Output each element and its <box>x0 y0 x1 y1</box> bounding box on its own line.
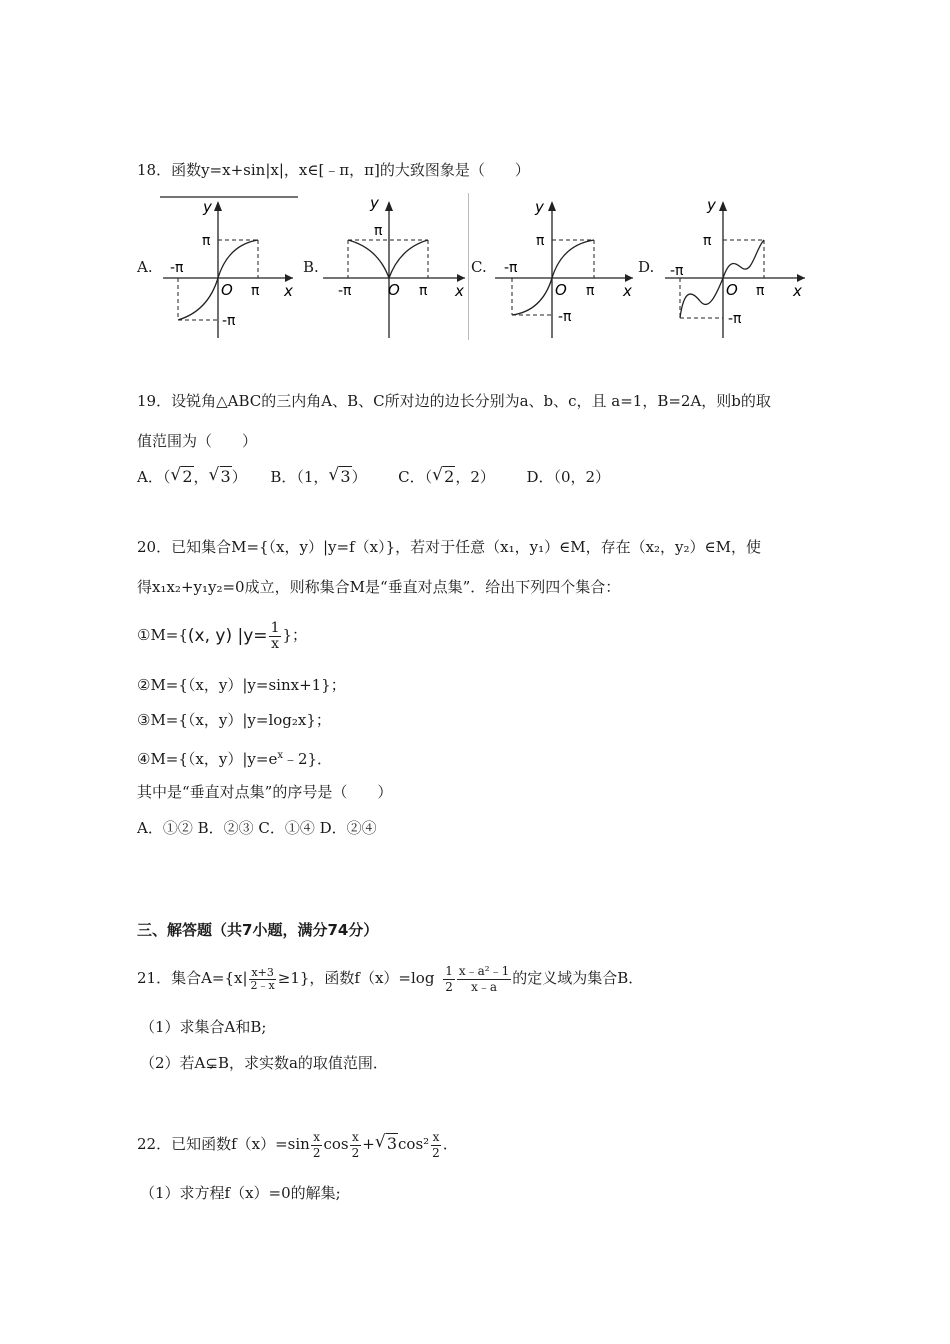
q21-stem: 21．集合A={x| $\frac{x+3}{2﹣x}$ ≥1}，函数f（x）=log $\frac{1}{2}$ $\frac{\text{x﹣a²﹣1}}{x﹣a}$ 的定义域为集合B． <box>137 963 644 994</box>
q20-set2: ②M={（x，y）|y=sinx+1}； <box>137 676 346 694</box>
q20-set4: ④M={（x，$y)|y=e^x﹣2$}． <box>137 750 333 768</box>
svg-text:π: π <box>703 233 712 249</box>
q18-graph-b <box>318 193 468 340</box>
q19-stem-line2: 值范围为（ ） <box>137 432 258 450</box>
svg-text:O: O <box>726 281 738 299</box>
svg-text:-π: -π <box>338 283 352 299</box>
svg-text:π: π <box>251 283 260 299</box>
q19-options: A．（ √ 2， √ 3） B．（1， √ 3） C．（ √ 2，2） D．（0，2） <box>137 465 611 486</box>
svg-text:-π: -π <box>558 309 572 325</box>
svg-text:x: x <box>623 282 632 300</box>
q18-stem: 18．函数y=x+sin|x|，x∈[﹣π，π]的大致图象是（ ） <box>137 161 530 179</box>
svg-text:-π: -π <box>728 311 742 327</box>
q18-graph-a <box>158 193 298 340</box>
q20-line2: 得x₁x₂+y₁y₂=0成立，则称集合M是“垂直对点集”．给出下列四个集合： <box>137 578 621 596</box>
q18-option-d-label: D. <box>638 258 655 276</box>
svg-text:x: x <box>455 282 464 300</box>
svg-text:x: x <box>793 282 802 300</box>
q19-stem-line1: 19．设锐角△ABC的三内角A、B、C所对边的边长分别为a、b、c，且 a=1，B=2A，则b的取 <box>137 392 771 410</box>
svg-text:y: y <box>370 194 379 212</box>
q21-part1: （1）求集合A和B; <box>140 1018 267 1036</box>
svg-text:π: π <box>586 283 595 299</box>
svg-text:π: π <box>419 283 428 299</box>
svg-text:-π: -π <box>504 260 518 276</box>
svg-text:π: π <box>536 233 545 249</box>
q20-question: 其中是“垂直对点集”的序号是（ ） <box>137 783 393 801</box>
q21-part2: （2）若A⊊B，求实数a的取值范围． <box>140 1054 388 1072</box>
q18-graph-d <box>660 193 810 340</box>
q22-part1: （1）求方程f（x）=0的解集; <box>140 1184 341 1202</box>
graph-divider <box>468 193 469 340</box>
q18-graph-c <box>490 193 635 340</box>
section-title: 三、解答题（共7小题，满分74分） <box>137 921 379 939</box>
svg-text:O: O <box>221 281 233 299</box>
q20-line1: 20．已知集合M={（x，y）|y=f（x）}，若对于任意（x₁，y₁）∈M，存在（x₂，y₂）∈M，使 <box>137 538 761 556</box>
svg-text:π: π <box>374 223 383 239</box>
svg-text:x: x <box>284 282 293 300</box>
q20-set1: ①M={(x, y) |y= $\frac{1}{x}$ }； <box>137 619 308 652</box>
svg-text:O: O <box>388 281 400 299</box>
svg-text:y: y <box>535 198 544 216</box>
q22-stem: 22．已知函数f（x）=sin $\frac{x}{2}$ cos $\frac{x}{2}$ + √ 3cos² $\frac{x}{2}$ ． <box>137 1129 458 1160</box>
svg-text:π: π <box>202 233 211 249</box>
q18-option-b-label: B. <box>303 258 319 276</box>
q18-option-a-label: A. <box>137 258 153 276</box>
svg-text:π: π <box>756 283 765 299</box>
q20-set3: ③M={（x，y）|y=log₂x}； <box>137 711 331 729</box>
svg-text:-π: -π <box>670 263 684 279</box>
q20-options: A．①② B．②③ C．①④ D．②④ <box>137 819 377 837</box>
svg-text:-π: -π <box>222 313 236 329</box>
svg-text:y: y <box>707 196 716 214</box>
svg-text:-π: -π <box>170 260 184 276</box>
svg-text:O: O <box>555 281 567 299</box>
q18-option-c-label: C. <box>471 258 487 276</box>
y-axis-label: y <box>203 198 212 216</box>
